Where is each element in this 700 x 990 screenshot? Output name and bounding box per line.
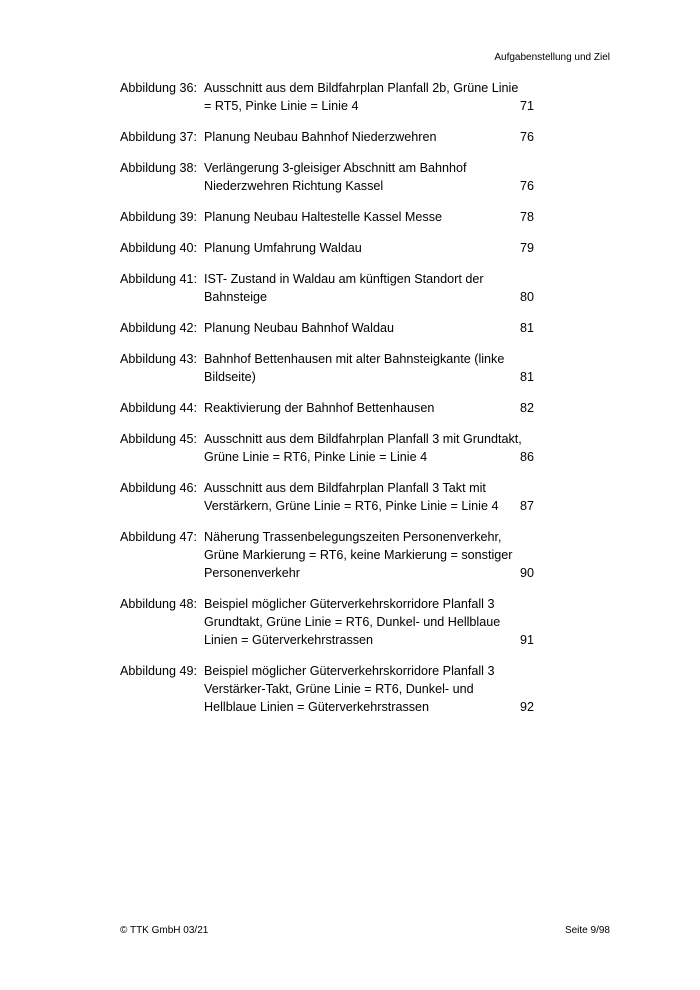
caption-text: Planung Umfahrung Waldau [204,241,362,255]
caption-line [204,564,534,582]
caption-line [204,177,534,195]
figure-page-number: 81 [519,370,534,384]
figure-caption [204,430,534,466]
caption-line [204,97,534,115]
figure-list-entry[interactable] [120,239,534,257]
figure-list [120,79,534,729]
figure-caption [204,208,534,226]
caption-text: Verlängerung 3-gleisiger Abschnitt am Bahnhof [204,161,467,175]
caption-line [204,497,534,515]
figure-label: Abbildung 46: [120,481,198,495]
caption-line [204,479,534,497]
caption-text: Planung Neubau Bahnhof Niederzwehren [204,130,437,144]
caption-text: Personenverkehr [204,566,300,580]
caption-text: Grüne Markierung = RT6, keine Markierung = sonstiger [204,548,513,562]
figure-list-entry[interactable] [120,79,534,115]
figure-caption [204,319,534,337]
caption-line [204,698,534,716]
figure-list-entry[interactable] [120,430,534,466]
caption-text: Planung Neubau Bahnhof Waldau [204,321,394,335]
caption-text: Beispiel möglicher Güterverkehrskorridore Planfall 3 [204,597,495,611]
figure-caption [204,595,534,649]
figure-page-number: 79 [519,241,534,255]
figure-caption [204,528,534,582]
figure-label: Abbildung 45: [120,432,198,446]
caption-line [204,270,534,288]
caption-line [204,350,534,368]
figure-list-entry[interactable] [120,479,534,515]
caption-text: Grundtakt, Grüne Linie = RT6, Dunkel- und Hellblaue [204,615,501,629]
caption-text: Ausschnitt aus dem Bildfahrplan Planfall 3 Takt mit [204,481,486,495]
figure-label: Abbildung 39: [120,210,198,224]
figure-caption [204,79,534,115]
caption-line [204,430,534,448]
figure-page-number: 76 [519,179,534,193]
figure-caption [204,479,534,515]
figure-page-number: 81 [519,321,534,335]
caption-text: Ausschnitt aus dem Bildfahrplan Planfall 3 mit Grundtakt, [204,432,522,446]
caption-text: Reaktivierung der Bahnhof Bettenhausen [204,401,435,415]
caption-text: Verstärker-Takt, Grüne Linie = RT6, Dunkel- und [204,682,474,696]
figure-page-number: 71 [519,99,534,113]
figure-page-number: 76 [519,130,534,144]
figure-label: Abbildung 41: [120,272,198,286]
figure-list-entry[interactable] [120,399,534,417]
figure-page-number: 82 [519,401,534,415]
figure-page-number: 78 [519,210,534,224]
figure-label: Abbildung 44: [120,401,198,415]
caption-text: Linien = Güterverkehrstrassen [204,633,374,647]
section-header: Aufgabenstellung und Ziel [494,52,610,63]
caption-text: Bildseite) [204,370,256,384]
caption-line [204,239,534,257]
footer-page-number: Seite 9/98 [564,925,610,936]
figure-label: Abbildung 36: [120,81,198,95]
figure-page-number: 91 [519,633,534,647]
caption-line [204,528,534,546]
figure-caption [204,270,534,306]
figure-label: Abbildung 40: [120,241,198,255]
caption-text: Hellblaue Linien = Güterverkehrstrassen [204,700,430,714]
caption-text: Ausschnitt aus dem Bildfahrplan Planfall 2b, Grüne Linie [204,81,519,95]
figure-label: Abbildung 38: [120,161,198,175]
caption-text: Bahnhof Bettenhausen mit alter Bahnsteigkante (linke [204,352,505,366]
caption-text: IST- Zustand in Waldau am künftigen Standort der [204,272,484,286]
caption-line [204,613,534,631]
caption-text: Näherung Trassenbelegungszeiten Personenverkehr, [204,530,502,544]
caption-text: Verstärkern, Grüne Linie = RT6, Pinke Linie = Linie 4 [204,499,499,513]
figure-page-number: 92 [519,700,534,714]
figure-label: Abbildung 43: [120,352,198,366]
figure-label: Abbildung 49: [120,664,198,678]
figure-list-entry[interactable] [120,350,534,386]
caption-text: Niederzwehren Richtung Kassel [204,179,384,193]
caption-line [204,128,534,146]
caption-text: Grüne Linie = RT6, Pinke Linie = Linie 4 [204,450,428,464]
figure-list-entry[interactable] [120,208,534,226]
figure-list-entry[interactable] [120,595,534,649]
figure-caption [204,128,534,146]
figure-label: Abbildung 42: [120,321,198,335]
figure-label: Abbildung 37: [120,130,198,144]
caption-line [204,399,534,417]
caption-text: Planung Neubau Haltestelle Kassel Messe [204,210,443,224]
figure-label: Abbildung 48: [120,597,198,611]
caption-line [204,448,534,466]
figure-page-number: 90 [519,566,534,580]
caption-text: Beispiel möglicher Güterverkehrskorridore Planfall 3 [204,664,495,678]
figure-page-number: 87 [519,499,534,513]
caption-line [204,546,534,564]
figure-list-entry[interactable] [120,128,534,146]
caption-line [204,79,534,97]
figure-list-entry[interactable] [120,270,534,306]
caption-line [204,662,534,680]
figure-list-entry[interactable] [120,662,534,716]
figure-caption [204,239,534,257]
caption-line [204,631,534,649]
figure-list-entry[interactable] [120,528,534,582]
caption-line [204,319,534,337]
figure-page-number: 80 [519,290,534,304]
caption-line [204,368,534,386]
figure-caption [204,159,534,195]
caption-text: = RT5, Pinke Linie = Linie 4 [204,99,359,113]
figure-list-entry[interactable] [120,159,534,195]
caption-text: Bahnsteige [204,290,268,304]
footer-copyright: © TTK GmbH 03/21 [120,925,209,936]
figure-caption [204,662,534,716]
figure-label: Abbildung 47: [120,530,198,544]
figure-caption [204,399,534,417]
caption-line [204,159,534,177]
caption-line [204,680,534,698]
caption-line [204,208,534,226]
figure-page-number: 86 [519,450,534,464]
caption-line [204,288,534,306]
caption-line [204,595,534,613]
figure-caption [204,350,534,386]
figure-list-entry[interactable] [120,319,534,337]
